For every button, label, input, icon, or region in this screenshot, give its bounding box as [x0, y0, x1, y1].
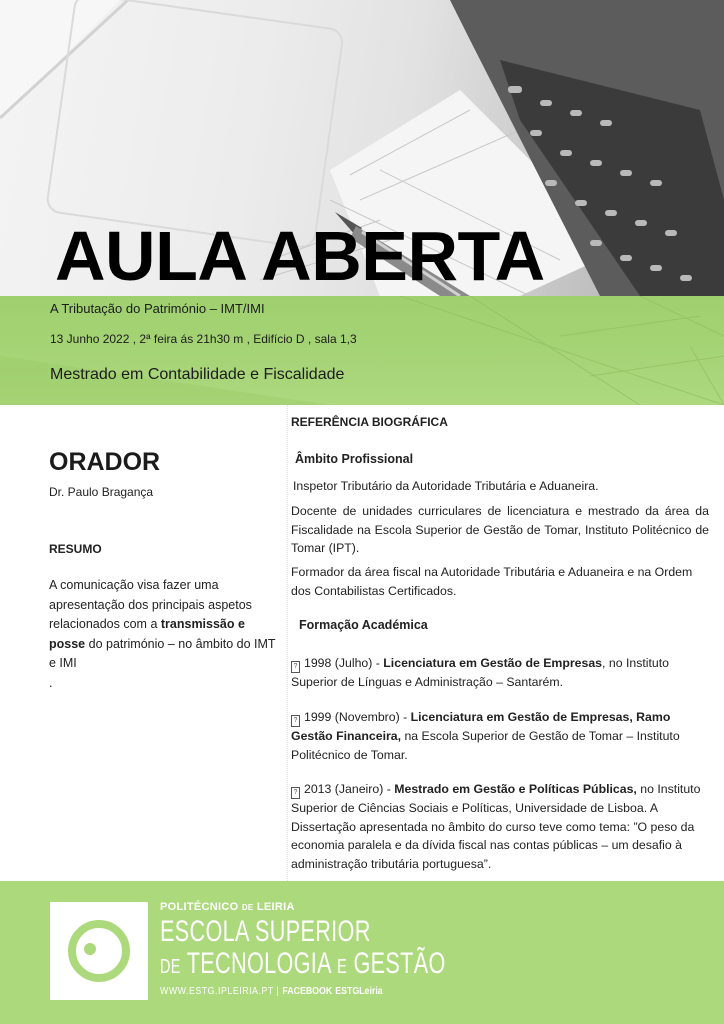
summary-trailing: . [49, 675, 53, 690]
academic-details: na Escola Superior de Gestão de Tomar – Instituto Politécnico de Tomar. [291, 729, 680, 762]
professional-heading: Âmbito Profissional [295, 452, 414, 466]
academic-degree: Mestrado em Gestão e Políticas Públicas, [394, 782, 637, 796]
academic-degree: Licenciatura em Gestão de Empresas, Ramo Gestão Financeira, [291, 710, 671, 743]
estg-logo [50, 902, 148, 1000]
event-program: Mestrado em Contabilidade e Fiscalidade [50, 366, 345, 383]
bullet-placeholder-icon: ? [291, 661, 300, 673]
summary-text [49, 576, 281, 693]
academic-date: 1998 (Julho) - [304, 656, 384, 670]
event-info-band [0, 296, 724, 405]
polytechnic-word: POLITÉCNICO [160, 901, 239, 913]
summary-text-bold: transmissão e posse [49, 617, 245, 651]
academic-details: no Instituto Superior de Ciências Sociais e Políticas, Universidade de Lisboa. A Dissertação apresentada no âmbito do curso teve como tema: ”O peso da economia paralela e da dívida fiscal nas contas públicas – um desafio à administração tributária portuguesa”. [291, 782, 701, 871]
polytechnic-de: DE [241, 903, 254, 912]
website-link[interactable]: WWW.ESTG.IPLEIRIA.PT [160, 986, 274, 997]
school-de: DE [160, 956, 181, 978]
event-datetime: 13 Junho 2022 , 2ª feira ás 21h30 m , Edifício D , sala 1,3 [50, 332, 357, 346]
professional-item: Docente de unidades curriculares de licenciatura e mestrado da área da Fiscalidade na Escola Superior de Gestão de Tomar, Instituto Politécnico de Tomar (IPT). [291, 504, 709, 555]
facebook-label: FACEBOOK [282, 986, 333, 997]
facebook-handle-link[interactable]: ESTGLeiria [335, 986, 383, 997]
academic-details: , no Instituto Superior de Línguas e Administração – Santarém. [291, 656, 670, 689]
hero-image [0, 0, 724, 296]
professional-item: Formador da área fiscal na Autoridade Tributária e Aduaneira e na Ordem dos Contabilistas Certificados. [291, 565, 693, 598]
academic-date: 1999 (Novembro) - [304, 710, 411, 724]
institution-footer [0, 881, 724, 1024]
biography-heading: REFERÊNCIA BIOGRÁFICA [291, 415, 448, 429]
academic-heading: Formação Académica [299, 618, 428, 632]
academic-item [291, 780, 709, 873]
summary-text-after: do património – no âmbito do IMT e IMI [49, 636, 276, 670]
event-subtitle: A Tributação do Património – IMT/IMI [50, 301, 265, 316]
speaker-heading: ORADOR [49, 448, 161, 476]
summary-heading: RESUMO [49, 542, 102, 556]
speaker-name: Dr. Paulo Bragança [49, 485, 154, 499]
event-title: AULA ABERTA [55, 217, 545, 295]
academic-item [291, 708, 709, 764]
school-name-line1: ESCOLA SUPERIOR [160, 915, 371, 948]
touchpad-outline [46, 0, 344, 248]
polytechnic-name [160, 901, 295, 913]
bullet-placeholder-icon: ? [291, 787, 300, 799]
speaker-column [0, 405, 288, 881]
academic-date: 2013 (Janeiro) - [304, 782, 395, 796]
contact-separator: | [276, 986, 280, 997]
polytechnic-city: LEIRIA [256, 901, 295, 913]
estg-circle-logo-icon [50, 902, 148, 1000]
school-tecnologia: TECNOLOGIA [186, 947, 331, 980]
summary-text-before: A comunicação visa fazer uma apresentação dos principais aspetos relacionados com a [49, 578, 252, 631]
academic-degree: Licenciatura em Gestão de Empresas [383, 656, 603, 670]
professional-item: Inspetor Tributário da Autoridade Tributária e Aduaneira. [293, 479, 599, 493]
academic-item [291, 654, 709, 692]
bullet-placeholder-icon: ? [291, 715, 300, 727]
contact-line [160, 986, 383, 997]
school-gestao: GESTÃO [353, 947, 446, 980]
school-name-line2 [160, 946, 446, 985]
school-e: E [337, 956, 348, 978]
biography-column [291, 405, 709, 881]
